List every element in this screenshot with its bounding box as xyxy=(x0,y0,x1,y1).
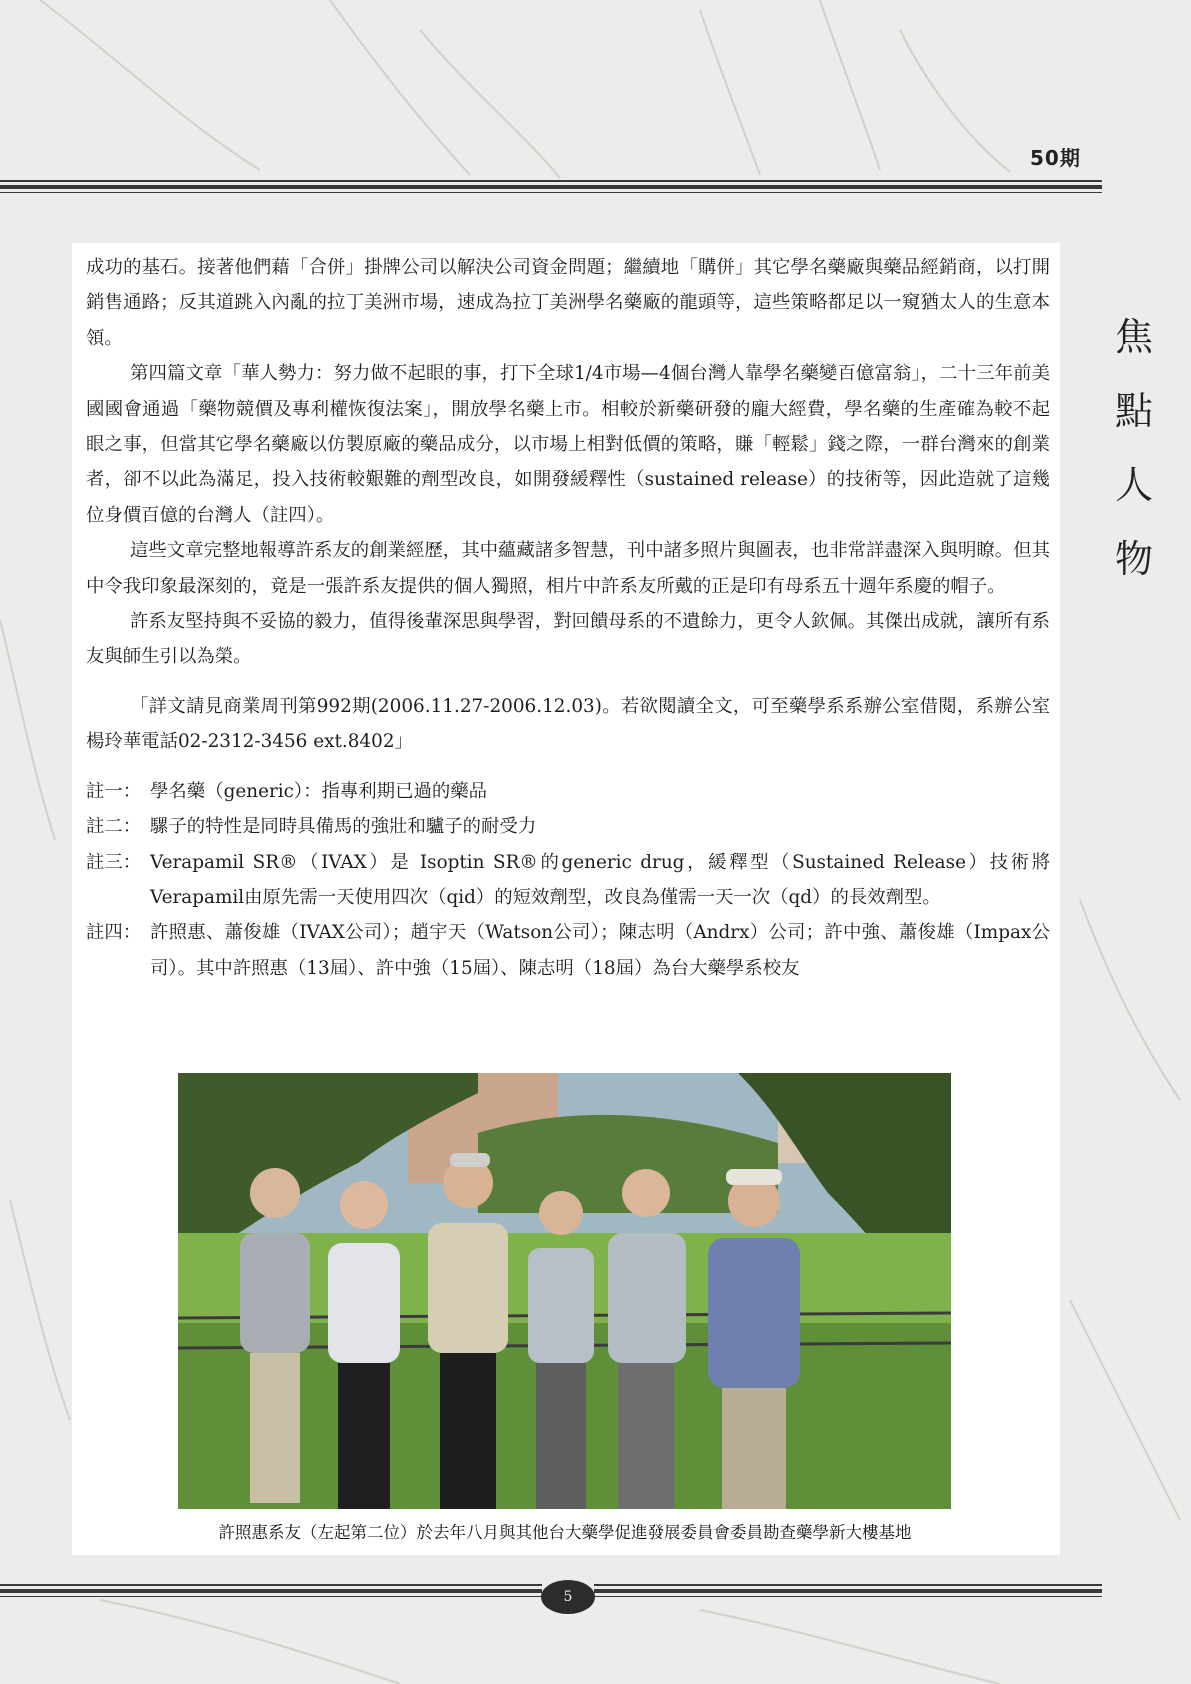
section-title-char: 焦 xyxy=(1114,315,1153,359)
footnote-text: 騾子的特性是同時具備馬的強壯和驢子的耐受力 xyxy=(150,816,537,838)
footnote-label: 註四： xyxy=(86,922,142,944)
footnote xyxy=(86,809,1050,844)
article-paragraph: 許系友堅持與不妥協的毅力，值得後輩深思與學習，對回饋母系的不遺餘力，更令人欽佩。其傑出成就，讓所有系友與師生引以為榮。 xyxy=(86,611,1050,668)
footnote xyxy=(86,915,1050,986)
footnote xyxy=(86,774,1050,809)
group-photo xyxy=(178,1073,951,1509)
footnote xyxy=(86,845,1050,916)
article-paragraph: 這些文章完整地報導許系友的創業經歷，其中蘊藏諸多智慧，刊中諸多照片與圖表，也非常詳盡深入與明瞭。但其中令我印象最深刻的，竟是一張許系友提供的個人獨照，相片中許系友所戴的正是印有母系五十週年系慶的帽子。 xyxy=(86,540,1050,597)
section-title-char: 人 xyxy=(1114,463,1153,507)
section-title-vertical xyxy=(1108,300,1160,596)
issue-number: 50期 xyxy=(1030,146,1081,170)
footnote-text: 學名藥（generic）：指專利期已過的藥品 xyxy=(150,780,488,802)
footnote-label: 註二： xyxy=(86,816,142,838)
section-title-char: 物 xyxy=(1114,537,1153,581)
footnotes xyxy=(86,774,1050,986)
footnote-text: Verapamil SR®（IVAX）是 Isoptin SR®的generic drug，緩釋型（Sustained Release）技術將Verapamil由原先需一天使用四次（qid）的短效劑型，改良為僅需一天一次（qd）的長效劑型。 xyxy=(150,851,1050,908)
photo-caption: 許照惠系友（左起第二位）於去年八月與其他台大藥學促進發展委員會委員勘查藥學新大樓基地 xyxy=(218,1523,912,1542)
article-paragraph: 成功的基石。接著他們藉「合併」掛牌公司以解決公司資金問題；繼續地「購併」其它學名藥廠與藥品經銷商，以打開銷售通路；反其道跳入內亂的拉丁美洲市場，速成為拉丁美洲學名藥廠的龍頭等，這些策略都足以一窺猶太人的生意本領。 xyxy=(86,257,1050,349)
page-number: 5 xyxy=(541,1580,595,1614)
footnote-label: 註一： xyxy=(86,780,142,802)
article-paragraph: 第四篇文章「華人勢力：努力做不起眼的事，打下全球1/4市場—4個台灣人靠學名藥變百億富翁」，二十三年前美國國會通過「藥物競價及專利權恢復法案」，開放學名藥上市。相較於新藥研發的龐大經費，學名藥的生產確為較不起眼之事，但當其它學名藥廠以仿製原廠的藥品成分，以市場上相對低價的策略，賺「輕鬆」錢之際，一群台灣來的創業者，卻不以此為滿足，投入技術較艱難的劑型改良，如開發緩釋性（sustained release）的技術等，因此造就了這幾位身價百億的台灣人（註四）。 xyxy=(86,363,1050,526)
section-title-char: 點 xyxy=(1114,389,1153,433)
header-rule xyxy=(0,180,1102,193)
footer-rule-left xyxy=(0,1584,542,1597)
reference-note: 「詳文請見商業周刊第992期(2006.11.27-2006.12.03)。若欲閱讀全文，可至藥學系系辦公室借閱，系辦公室楊玲華電話02-2312-3456 ext.8402」 xyxy=(86,695,1050,753)
group-photo-illustration xyxy=(178,1073,951,1509)
article-body xyxy=(86,250,1050,986)
footnote-label: 註三： xyxy=(86,851,142,873)
footer-rule-right xyxy=(594,1584,1102,1597)
footnote-text: 許照惠、蕭俊雄（IVAX公司）；趙宇天（Watson公司）；陳志明（Andrx）公司；許中強、蕭俊雄（Impax公司）。其中許照惠（13屆）、許中強（15屆）、陳志明（18屆）為台大藥學系校友 xyxy=(150,922,1050,979)
